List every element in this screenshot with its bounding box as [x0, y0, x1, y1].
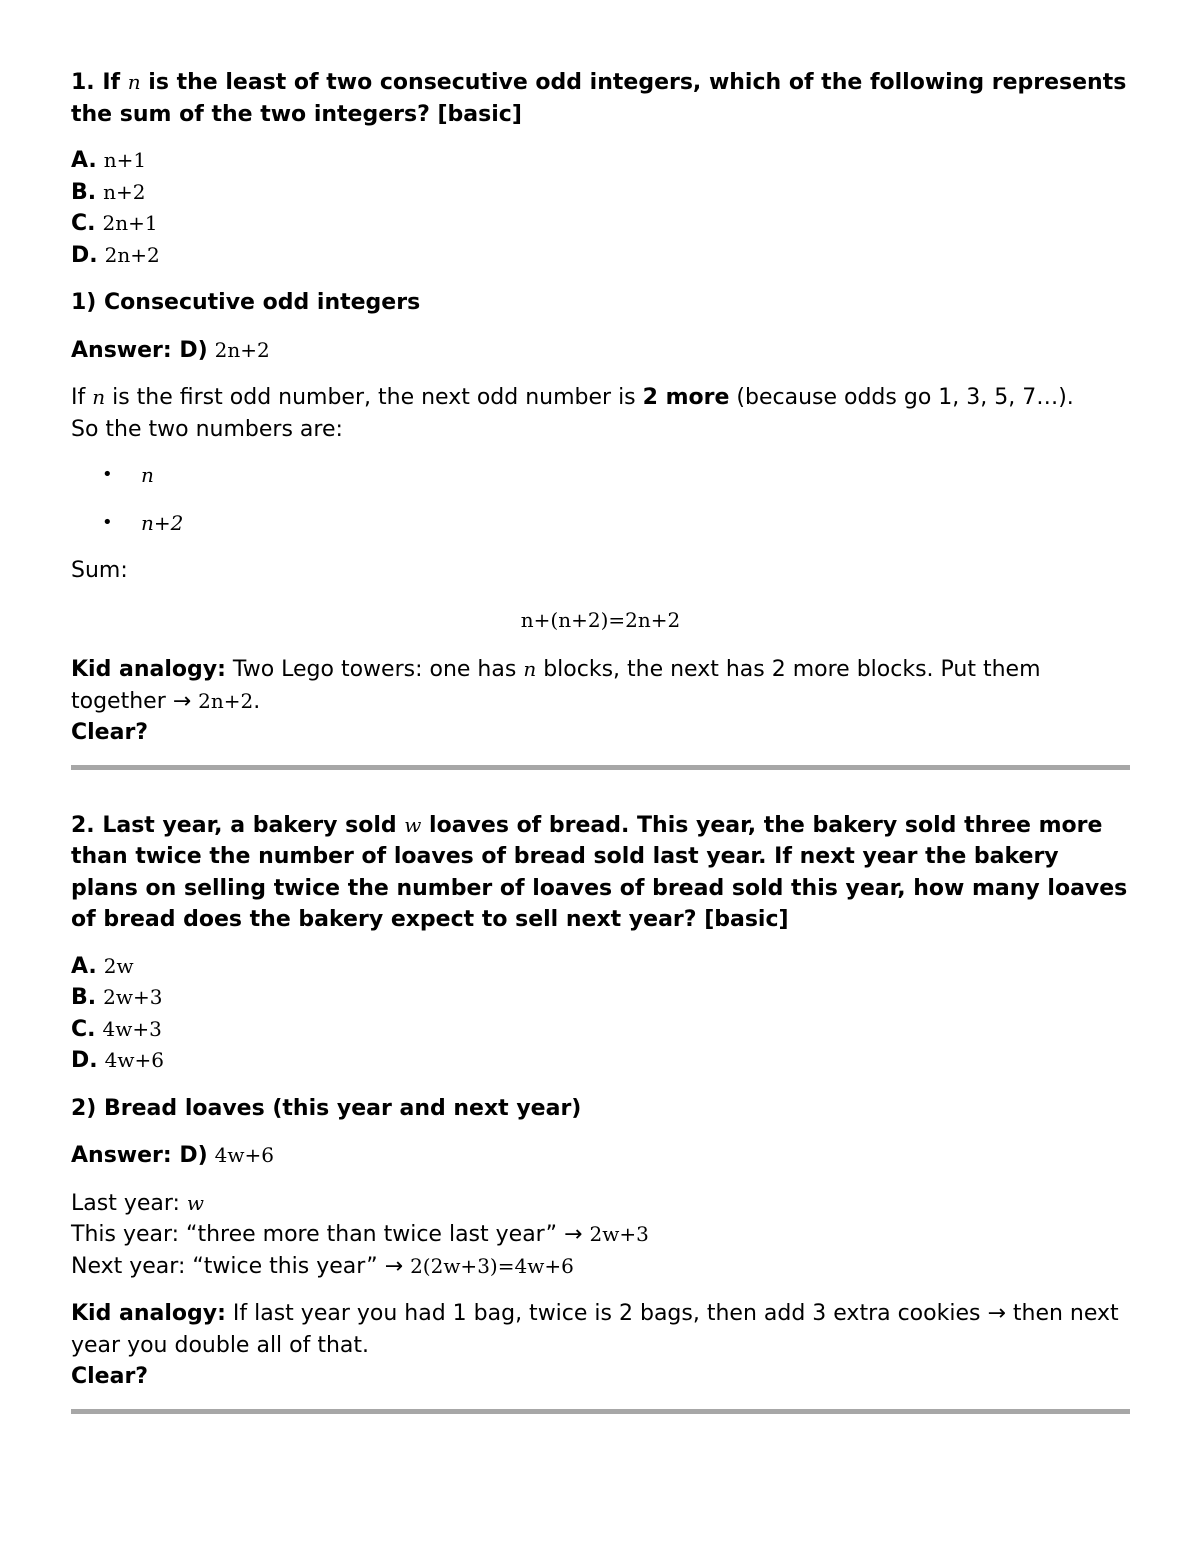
explanation-text: If [71, 385, 93, 410]
answer-label: Answer: D) [71, 337, 208, 363]
question-2-options [71, 951, 1130, 1077]
question-2-title-rest: loaves of bread. This year, the bakery sold three more than twice the number of loaves of bread sold last year. If next year the bakery plans on selling twice the number of loaves of bread sold this year, how many loaves of bread does the bakery expect to sell next year? [basic] [71, 812, 1128, 932]
option-letter: D. [71, 242, 98, 268]
option-expression: 4w+6 [104, 1048, 164, 1072]
option-letter: A. [71, 148, 97, 173]
option-letter: C. [71, 1016, 96, 1042]
option-letter: C. [71, 211, 96, 236]
question-2-option-c[interactable] [71, 1014, 1130, 1046]
analogy-expression: 2n+2 [198, 688, 254, 713]
analogy-end: . [253, 688, 261, 714]
solution-2-answer [71, 1140, 1130, 1172]
analogy-text-rest: blocks, the next has 2 more blocks. Put them together → [71, 657, 1041, 714]
option-expression: 2n+1 [102, 211, 158, 235]
explanation-text-end: (because odds go 1, 3, 5, 7…). [729, 385, 1074, 410]
this-year-expression: 2w+3 [589, 1222, 649, 1246]
option-expression: 2w [103, 953, 134, 978]
question-1-option-c[interactable] [71, 208, 1130, 240]
solution-2-heading: 2) Bread loaves (this year and next year) [71, 1095, 582, 1121]
analogy-variable: n [523, 657, 537, 681]
next-year-expression: 2(2w+3)=4w+6 [410, 1253, 574, 1278]
explanation-text-mid: is the first odd number, the next odd number is [105, 385, 643, 410]
option-expression: 4w+3 [102, 1016, 162, 1041]
option-letter: B. [71, 985, 97, 1010]
solution-1-explanation [71, 382, 1130, 445]
question-1-title-text: 1. If [71, 70, 128, 95]
explanation-emphasis: 2 more [642, 385, 730, 410]
analogy-label: Kid analogy: [71, 1301, 226, 1326]
section-divider [71, 1409, 1130, 1414]
next-year-label: Next year: “twice this year” → [71, 1253, 411, 1279]
analogy-label: Kid analogy: [71, 657, 226, 682]
answer-label: Answer: D) [71, 1143, 208, 1168]
list-item [71, 451, 1130, 499]
question-1-variable: n [127, 70, 141, 94]
last-year-label: Last year: [71, 1190, 187, 1216]
option-letter: B. [71, 179, 97, 205]
solution-1-analogy [71, 654, 1130, 749]
this-year-label: This year: “three more than twice last year” → [71, 1222, 590, 1247]
question-1-title-rest: is the least of two consecutive odd integers, which of the following represents the sum of the two integers? [basic] [71, 70, 1127, 127]
bullet-icon: • [102, 464, 113, 485]
explanation-so-line: So the two numbers are: [71, 416, 343, 442]
question-2-variable: w [404, 812, 422, 837]
question-2-option-d[interactable] [71, 1045, 1130, 1077]
list-item [71, 499, 1130, 547]
question-2-title-text: 2. Last year, a bakery sold [71, 812, 405, 838]
solution-1-heading: 1) Consecutive odd integers [71, 290, 421, 315]
solution-1-answer [71, 335, 1130, 367]
solution-2-explanation [71, 1188, 1130, 1283]
question-1-option-b[interactable] [71, 177, 1130, 209]
solution-1-sum-equation: n+(n+2)=2n+2 [520, 607, 681, 632]
analogy-text: Two Lego towers: one has [225, 657, 524, 682]
option-expression: 2n+2 [104, 242, 160, 267]
option-expression: 2w+3 [103, 985, 163, 1009]
question-1-options [71, 145, 1130, 271]
list-item-expression: n [141, 463, 154, 487]
clear-prompt: Clear? [71, 720, 149, 745]
option-letter: D. [71, 1048, 98, 1073]
solution-1-number-list [71, 451, 1130, 547]
solution-1-sum-label: Sum: [71, 558, 128, 583]
answer-expression: 2n+2 [214, 337, 270, 362]
option-expression: n+1 [103, 148, 147, 172]
solution-2-analogy [71, 1298, 1130, 1393]
question-2-option-a[interactable] [71, 951, 1130, 983]
explanation-variable: n [92, 385, 106, 409]
question-2-title [71, 810, 1130, 936]
bullet-icon: • [102, 512, 113, 533]
question-2-option-b[interactable] [71, 982, 1130, 1014]
last-year-expression: w [186, 1190, 205, 1215]
question-1-option-a[interactable] [71, 145, 1130, 177]
option-expression: n+2 [103, 179, 146, 204]
clear-prompt: Clear? [71, 1364, 149, 1389]
option-letter: A. [71, 953, 97, 979]
question-1-title [71, 67, 1130, 130]
question-1-option-d[interactable] [71, 240, 1130, 272]
list-item-expression: n+2 [141, 511, 184, 535]
analogy-text: If last year you had 1 bag, twice is 2 bags, then add 3 extra cookies → then next year you double all of that. [71, 1301, 1119, 1358]
answer-expression: 4w+6 [214, 1143, 274, 1167]
